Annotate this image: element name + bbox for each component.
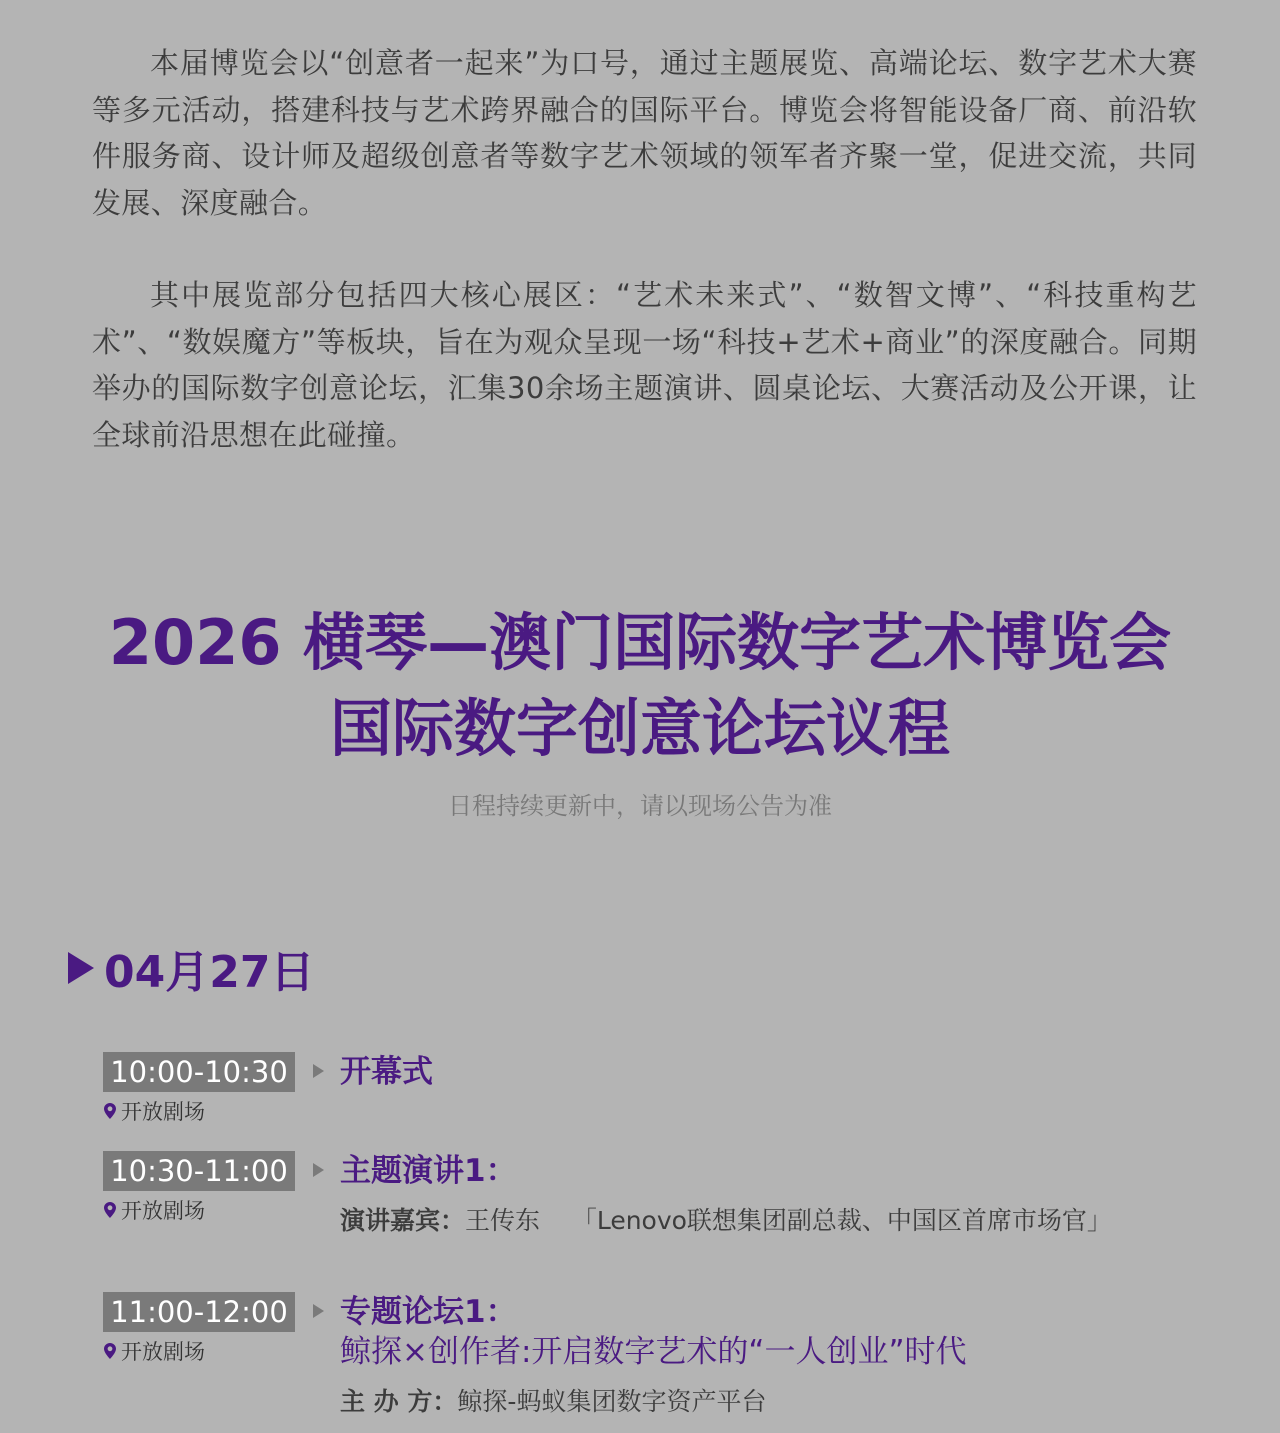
page-title-line-2: 国际数字创意论坛议程 [329,692,950,765]
intro-paragraph-1: 本届博览会以“创意者一起来”为口号，通过主题展览、高端论坛、数字艺术大赛等多元活动，搭建科技与艺术跨界融合的国际平台。博览会将智能设备厂商、前沿软件服务商、设计师及超级创意者等数字艺术领域的领军者齐聚一堂，促进交流，共同发展、深度融合。 [92,46,1197,220]
arrow-right-icon [313,1304,324,1318]
location-pin-icon [104,1343,116,1359]
session-title: 主题演讲1： [340,1153,517,1189]
venue-label: 开放剧场 [104,1096,205,1126]
location-pin-icon [104,1202,116,1218]
page-title-line-1: 2026 横琴—澳门国际数字艺术博览会 [108,606,1172,679]
session-title: 专题论坛1： [340,1294,517,1330]
speaker-role: 「Lenovo联想集团副总裁、中国区首席市场官」 [571,1206,1112,1235]
organizer-label: 主 办 方： [340,1387,458,1416]
time-badge: 10:30-11:00 [103,1151,295,1191]
speaker-name: 王传东 [465,1206,541,1235]
schedule-notice: 日程持续更新中，请以现场公告为准 [448,792,832,820]
date-heading [68,936,314,1000]
organizer-line [340,1382,766,1418]
session-title: 开幕式 [340,1054,433,1090]
time-badge: 11:00-12:00 [103,1292,295,1332]
intro-paragraph-2: 其中展览部分包括四大核心展区：“艺术未来式”、“数智文博”、“科技重构艺术”、“数娱魔方”等板块，旨在为观众呈现一场“科技+艺术+商业”的深度融合。同期举办的国际数字创意论坛，汇集30余场主题演讲、圆桌论坛、大赛活动及公开课，让全球前沿思想在此碰撞。 [92,278,1197,452]
date-label: 04月27日 [104,947,315,998]
organizer-name: 鲸探-蚂蚁集团数字资产平台 [457,1387,767,1416]
play-triangle-icon [68,952,94,984]
time-badge: 10:00-10:30 [103,1052,295,1092]
arrow-right-icon [313,1064,324,1078]
venue-label: 开放剧场 [104,1336,205,1366]
venue-label: 开放剧场 [104,1195,205,1225]
location-pin-icon [104,1103,116,1119]
speaker-label: 演讲嘉宾： [340,1206,466,1235]
session-subtitle: 鲸探×创作者:开启数字艺术的“一人创业”时代 [340,1334,967,1370]
arrow-right-icon [313,1163,324,1177]
speaker-line [340,1201,1112,1237]
